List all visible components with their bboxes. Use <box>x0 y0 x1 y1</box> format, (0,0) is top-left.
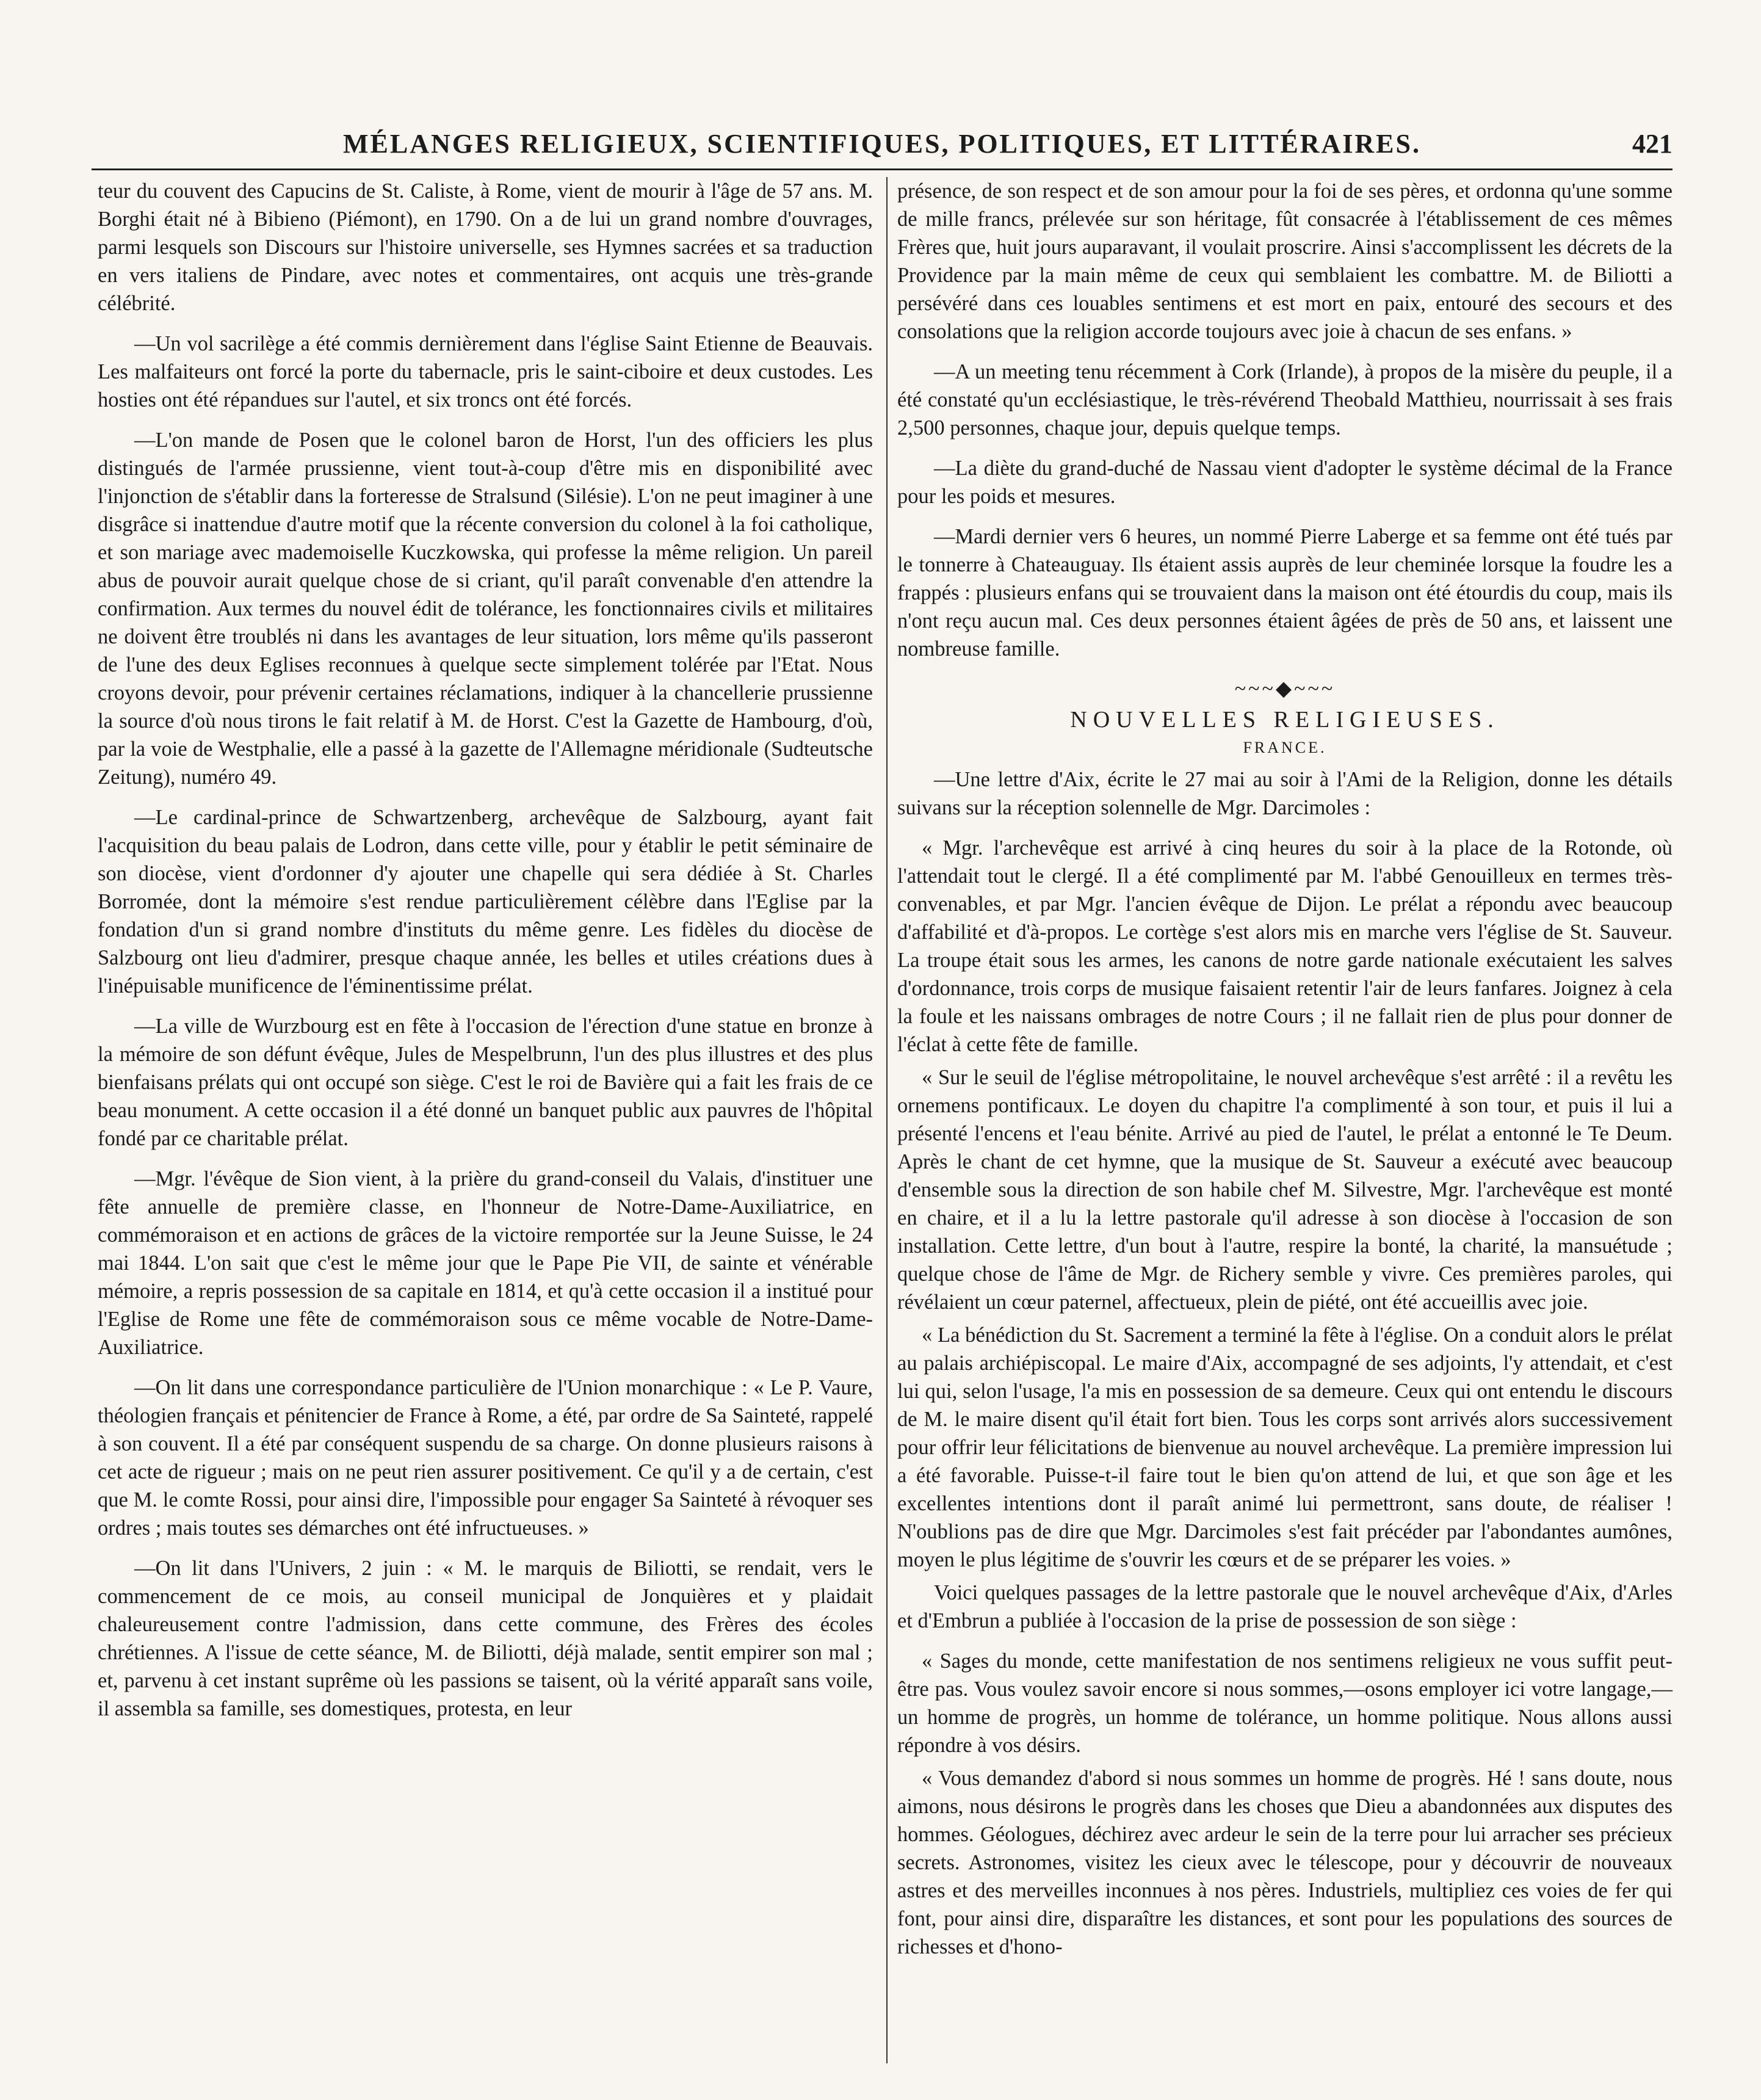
right-column-top-articles <box>897 177 1672 663</box>
right-column <box>897 177 1672 2063</box>
running-header <box>92 120 1672 170</box>
article-paragraph: —Mgr. l'évêque de Sion vient, à la prière du grand-conseil du Valais, d'instituer une fête annuelle de première classe, en l'honneur de Notre-Dame-Auxiliatrice, en commémoraison et en actions de grâces de la victoire remportée sur la Jeune Suisse, le 24 mai 1844. L'on sait que c'est le même jour que le Pape Pie VII, de sainte et vénérable mémoire, a repris possession de sa capitale en 1814, et qu'à cette occasion il a institué pour l'Eglise de Rome une fête de commémoraison sous ce même vocable de Notre-Dame-Auxiliatrice. <box>98 1167 873 1359</box>
article-paragraph: « Mgr. l'archevêque est arrivé à cinq heures du soir à la place de la Rotonde, où l'attendait tout le clergé. Il a été complimenté par M. l'abbé Genouilleux en termes très-convenables, et par Mgr. l'ancien évêque de Dijon. Le prélat a répondu avec beaucoup d'affabilité et d'à-propos. Le cortège s'est alors mis en marche vers l'église de St. Sauveur. La troupe était sous les armes, les canons de notre garde nationale exécutaient les salves d'ordonnance, trois corps de musique faisaient retentir l'air de leurs fanfares. Joignez à cela la foule et les naissans ombrages de notre Cours ; il ne fallait rien de plus pour donner de l'éclat à cette fête de famille. <box>897 836 1672 1056</box>
article-paragraph: —La diète du grand-duché de Nassau vient d'adopter le système décimal de la France pour les poids et mesures. <box>897 457 1672 508</box>
section-title: NOUVELLES RELIGIEUSES. <box>1070 707 1500 733</box>
article-paragraph: Voici quelques passages de la lettre pastorale que le nouvel archevêque d'Aix, d'Arles et d'Embrun a publiée à l'occasion de la prise de possession de son siège : <box>897 1581 1672 1632</box>
article-paragraph: —On lit dans l'Univers, 2 juin : « M. le marquis de Biliotti, se rendait, vers le commencement de ce mois, au conseil municipal de Jonquières et y plaidait chaleureusement contre l'admission, dans cette commune, des Frères des écoles chrétiennes. A l'issue de cette séance, M. de Biliotti, déjà malade, sentit empirer son mal ; et, parvenu à cet instant suprême où les passions se taisent, où la vérité apparaît sans voile, il assembla sa famille, ses domestiques, protesta, en leur <box>98 1557 873 1720</box>
article-paragraph: —La ville de Wurzbourg est en fête à l'occasion de l'érection d'une statue en bronze à la mémoire de son défunt évêque, Jules de Mespelbrunn, l'un des plus illustres et des plus bienfaisans prélats qui ont occupé son siège. C'est le roi de Bavière qui a fait les frais de ce beau monument. A cette occasion il a été donné un banquet public aux pauvres de l'hôpital fondé par ce charitable prélat. <box>98 1015 873 1150</box>
article-paragraph: présence, de son respect et de son amour pour la foi de ses pères, et ordonna qu'une somme de mille francs, prélevée sur son héritage, fût consacrée à l'établissement de ces mêmes Frères que, huit jours auparavant, il voulait proscrire. Ainsi s'accomplissent les décrets de la Providence par la main même de ceux qui semblaient les combattre. M. de Biliotti a persévéré dans ces louables sentimens et est mort en paix, entouré des secours et des consolations que la religion accorde toujours avec joie à chacun de ses enfans. » <box>897 179 1672 343</box>
article-paragraph: « Sur le seuil de l'église métropolitaine, le nouvel archevêque s'est arrêté : il a revêtu les ornemens pontificaux. Le doyen du chapitre l'a complimenté à son tour, et puis il lui a présenté l'encens et l'eau bénite. Arrivé au pied de l'autel, le prélat a entonné le Te Deum. Après le chant de cet hymne, que la musique de St. Sauveur a exécuté avec beaucoup d'ensemble sous la direction de son habile chef M. Silvestre, Mgr. l'archevêque est monté en chaire, et il a lu la lettre pastorale qu'il adresse à son diocèse à l'occasion de son installation. Cette lettre, d'un bout à l'autre, respire la bonté, la charité, la mansuétude ; quelque chose de l'âme de Mgr. de Richery semble y vivre. Ces premières paroles, qui révélaient un cœur paternel, affectueux, plein de piété, ont été accueillis avec joie. <box>897 1066 1672 1314</box>
left-column <box>98 177 873 2063</box>
page-number: 421 <box>1632 129 1672 159</box>
article-paragraph: « Sages du monde, cette manifestation de nos sentimens religieux ne vous suffit peut-être pas. Vous voulez savoir encore si nous sommes,—osons employer ici votre langage,—un homme de progrès, un homme de tolérance, un homme politique. Nous allons aussi répondre à vos désirs. <box>897 1649 1672 1757</box>
article-paragraph: —Le cardinal-prince de Schwartzenberg, archevêque de Salzbourg, ayant fait l'acquisition du beau palais de Lodron, dans cette ville, pour y établir le petit séminaire de son diocèse, vient d'ordonner d'y ajouter une chapelle qui sera dédiée à St. Charles Borromée, dont la mémoire s'est rendue particulièrement célèbre dans l'Eglise par la fondation d'un si grand nombre d'instituts du même genre. Les fidèles du diocèse de Salzbourg ont lieu d'admirer, presque chaque année, les belles et utiles créations dues à l'inépuisable munificence de l'éminentissime prélat. <box>98 806 873 998</box>
article-paragraph: —A un meeting tenu récemment à Cork (Irlande), à propos de la misère du peuple, il a été constaté qu'un ecclésiastique, le très-révérend Theobald Matthieu, nourrissait à ses frais 2,500 personnes, chaque jour, depuis quelque temps. <box>897 360 1672 440</box>
right-column-bottom-articles <box>897 766 1672 1961</box>
section-subtitle: FRANCE. <box>1243 739 1327 756</box>
page-header-title: MÉLANGES RELIGIEUX, SCIENTIFIQUES, POLITIQUES, ET LITTÉRAIRES. <box>343 129 1421 159</box>
section-ornament: ~~~◆~~~ <box>1234 678 1336 700</box>
article-paragraph: —L'on mande de Posen que le colonel baron de Horst, l'un des officiers les plus distingués de l'armée prussienne, vient tout-à-coup d'être mis en disponibilité avec l'injonction de s'établir dans la forteresse de Stralsund (Silésie). L'on ne peut imaginer à une disgrâce si inattendue d'autre motif que la récente conversion du colonel à la foi catholique, et son mariage avec mademoiselle Kuczkowska, qui professe la même religion. Un pareil abus de pouvoir aurait quelque chose de si criant, qu'il paraît convenable d'en attendre la confirmation. Aux termes du nouvel édit de tolérance, les fonctionnaires civils et militaires ne doivent être troublés ni dans les avantages de leur situation, lors même qu'ils passeront de l'une des deux Eglises reconnues à quelque secte simplement tolérée par l'Etat. Nous croyons devoir, pour prévenir certaines réclamations, indiquer à la chancellerie prussienne la source d'où nous tirons le fait relatif à M. de Horst. C'est la Gazette de Hambourg, d'où, par la voie de Westphalie, elle a passé à la gazette de l'Allemagne méridionale (Sudteutsche Zeitung), numéro 49. <box>98 429 873 789</box>
article-paragraph: teur du couvent des Capucins de St. Caliste, à Rome, vient de mourir à l'âge de 57 ans. M. Borghi était né à Bibieno (Piémont), en 1790. On a de lui un grand nombre d'ouvrages, parmi lesquels son Discours sur l'histoire universelle, ses Hymnes sacrées et sa traduction en vers italiens de Pindare, avec notes et commentaires, ont acquis une très-grande célébrité. <box>98 179 873 315</box>
article-paragraph: « Vous demandez d'abord si nous sommes un homme de progrès. Hé ! sans doute, nous aimons, nous désirons le progrès dans les choses que Dieu a abandonnées aux disputes des hommes. Géologues, déchirez avec ardeur le sein de la terre pour lui arracher ses précieux secrets. Astronomes, visitez les cieux avec le télescope, pour y découvrir de nouveaux astres et des merveilles inconnues à nos pères. Industriels, multipliez ces voies de fer qui font, pour ainsi dire, disparaître les distances, et sont pour les populations des sources de richesses et d'hono- <box>897 1767 1672 1958</box>
article-paragraph: —Un vol sacrilège a été commis dernièrement dans l'église Saint Etienne de Beauvais. Les malfaiteurs ont forcé la porte du tabernacle, pris le saint-ciboire et deux custodes. Les hosties ont été répandues sur l'autel, et six troncs ont été forcés. <box>98 332 873 411</box>
article-paragraph: —Mardi dernier vers 6 heures, un nommé Pierre Laberge et sa femme ont été tués par le tonnerre à Chateauguay. Ils étaient assis auprès de leur cheminée lorsque la foudre les a frappés : plusieurs enfans qui se trouvaient dans la maison ont été étourdis du coup, mais ils n'ont reçu aucun mal. Ces deux personnes étaient âgées de près de 50 ans, et laissent une nombreuse famille. <box>897 525 1672 661</box>
article-paragraph: —On lit dans une correspondance particulière de l'Union monarchique : « Le P. Vaure, théologien français et pénitencier de France à Rome, a été, par ordre de Sa Sainteté, rappelé à son couvent. Il a été par conséquent suspendu de sa charge. On donne plusieurs raisons à cet acte de rigueur ; mais on ne peut rien assurer positivement. Ce qu'il y a de certain, c'est que M. le comte Rossi, pour ainsi dire, l'impossible pour engager Sa Sainteté à révoquer ses ordres ; mais toutes ses démarches ont été infructueuses. » <box>98 1376 873 1540</box>
column-divider <box>886 177 888 2063</box>
article-paragraph: —Une lettre d'Aix, écrite le 27 mai au soir à l'Ami de la Religion, donne les détails suivans sur la réception solennelle de Mgr. Darcimoles : <box>897 768 1672 819</box>
article-paragraph: « La bénédiction du St. Sacrement a terminé la fête à l'église. On a conduit alors le prélat au palais archiépiscopal. Le maire d'Aix, accompagné de ses adjoints, l'y attendait, et c'est lui qui, selon l'usage, l'a mis en possession de sa demeure. Ceux qui ont entendu le discours de M. le maire disent qu'il était fort bien. Tous les corps sont arrivés alors successivement pour offrir leur félicitations de bienvenue au nouvel archevêque. La première impression lui a été favorable. Puisse-t-il faire tout le bien qu'on attend de lui, et que son âge et les excellentes intentions dont il paraît animé lui permettront, sans doute, de réaliser ! N'oublions pas de dire que Mgr. Darcimoles s'est fait précéder par l'abondantes aumônes, moyen le plus légitime de s'ouvrir les cœurs et de se préparer les voies. » <box>897 1323 1672 1571</box>
